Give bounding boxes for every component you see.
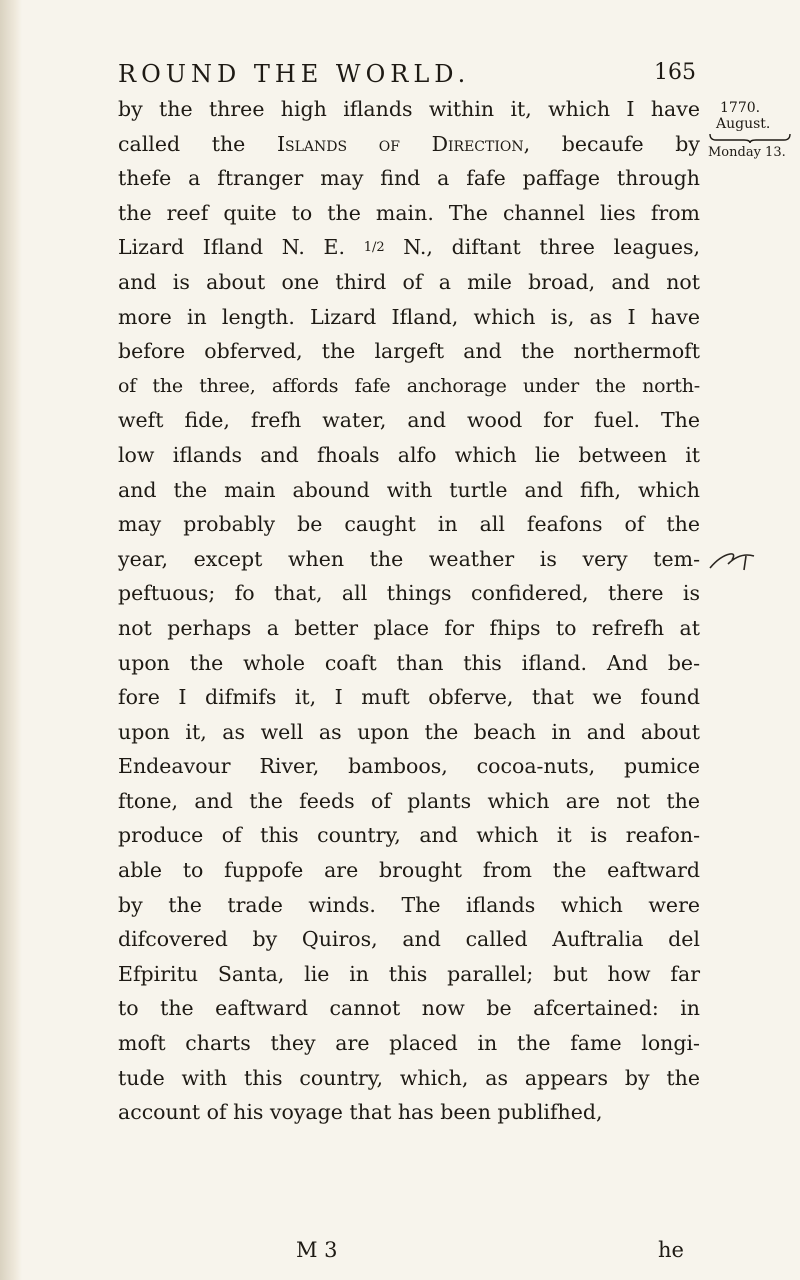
- signature-mark: M 3: [296, 1238, 338, 1262]
- marginal-pencil-mark: [706, 548, 760, 572]
- text-line-19: upon it, as well as upon the beach in and about: [118, 719, 700, 744]
- text-line-15: peftuous; fo that, all things confidered, there is: [118, 581, 700, 606]
- text-line-27: to the eaftward cannot now be afcertained: in: [118, 996, 700, 1021]
- text-line-13: may probably be caught in all feafons of the: [118, 512, 700, 537]
- text-line-21: ftone, and the feeds of plants which are not the: [118, 788, 700, 813]
- text-line-3: thefe a ftranger may find a fafe paffage through: [118, 166, 700, 191]
- text-line-10: weft fide, frefh water, and wood for fuel. The: [118, 408, 700, 433]
- text-line-29: tude with this country, which, as appears by the: [118, 1065, 700, 1090]
- margin-note-day: Monday 13.: [708, 145, 786, 160]
- text-line-9: of the three, affords fafe anchorage under the north-: [118, 374, 700, 397]
- text-line-8: before obferved, the largeft and the northermoft: [118, 339, 700, 364]
- page-footer: [118, 1238, 700, 1272]
- text-line-2-before: called the: [118, 131, 277, 156]
- page-header: [118, 60, 696, 94]
- margin-note-year: 1770.: [720, 100, 761, 116]
- page-number: 165: [654, 60, 696, 85]
- text-line-6: and is about one third of a mile broad, and not: [118, 269, 700, 294]
- body-text: [118, 92, 700, 1130]
- text-line-30: account of his voyage that has been publifhed,: [118, 1100, 603, 1125]
- catchword: he: [658, 1238, 684, 1262]
- text-line-17: upon the whole coaft than this ifland. And be-: [118, 650, 700, 675]
- text-line-5: [118, 230, 700, 265]
- text-line-20: Endeavour River, bamboos, cocoa-nuts, pumice: [118, 754, 700, 779]
- text-line-4: the reef quite to the main. The channel lies from: [118, 200, 700, 225]
- text-line-5-before: Lizard Ifland N. E.: [118, 235, 364, 260]
- margin-brace: [708, 132, 792, 144]
- page-gutter-shadow: [0, 0, 22, 1280]
- text-line-26: Efpiritu Santa, lie in this parallel; but how far: [118, 961, 700, 986]
- text-line-11: low iflands and fhoals alfo which lie between it: [118, 442, 700, 467]
- text-line-23: able to fuppofe are brought from the eaftward: [118, 858, 700, 883]
- text-line-25: difcovered by Quiros, and called Auftralia del: [118, 927, 700, 952]
- text-line-2: [118, 127, 700, 162]
- text-line-2-after: , becaufe by: [523, 131, 700, 156]
- text-line-1: by the three high iflands within it, which I have: [118, 97, 700, 121]
- text-line-22: produce of this country, and which it is reafon-: [118, 823, 700, 848]
- islands-of-direction: Islands of Direction: [276, 131, 524, 156]
- text-line-5-after: N., diftant three leagues,: [384, 235, 700, 260]
- text-line-12: and the main abound with turtle and fifh, which: [118, 477, 700, 502]
- margin-note: [708, 100, 798, 162]
- text-line-24: by the trade winds. The iflands which were: [118, 892, 700, 917]
- running-title: ROUND THE WORLD.: [118, 60, 471, 88]
- text-line-14: year, except when the weather is very tem-: [118, 546, 700, 571]
- text-line-16: not perhaps a better place for fhips to refrefh at: [118, 615, 700, 640]
- text-line-18: fore I difmifs it, I muft obferve, that we found: [118, 685, 700, 710]
- text-line-7: more in length. Lizard Ifland, which is, as I have: [118, 304, 700, 329]
- fraction: 1/2: [363, 240, 385, 256]
- text-line-28: moft charts they are placed in the fame longi-: [118, 1031, 700, 1056]
- margin-note-month: August.: [716, 116, 771, 132]
